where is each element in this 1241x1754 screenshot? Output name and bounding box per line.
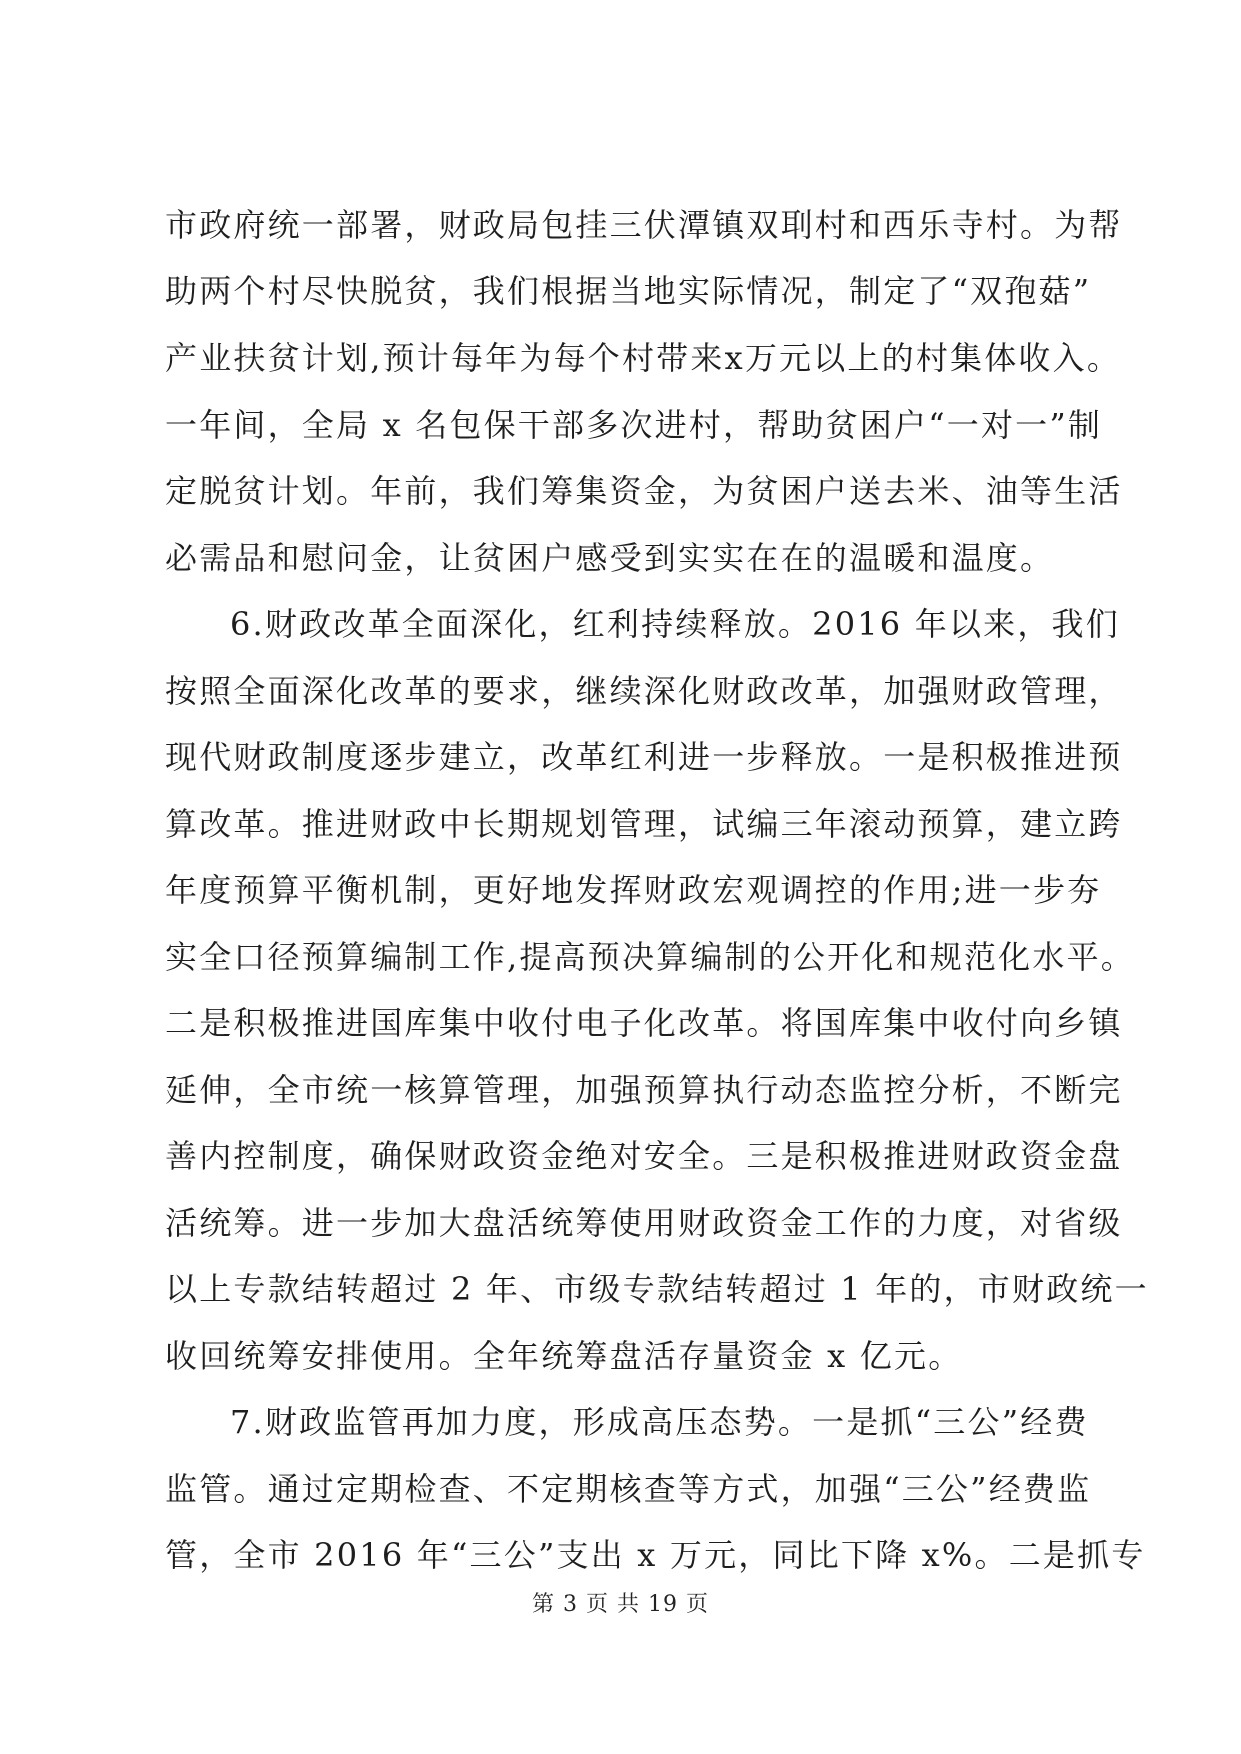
text-line: 一年间，全局 x 名包保干部多次进村，帮助贫困户“一对一”制 [165, 406, 1103, 444]
text-line: 收回统筹安排使用。全年统筹盘活存量资金 x 亿元。 [165, 1337, 963, 1375]
text-line: 活统筹。进一步加大盘活统筹使用财政资金工作的力度，对省级 [165, 1204, 1123, 1242]
text-line: 管，全市 2016 年“三公”支出 x 万元，同比下降 x%。二是抓专 [165, 1536, 1146, 1574]
text-line: 必需品和慰问金，让贫困户感受到实实在在的温暖和温度。 [165, 539, 1055, 577]
text-line: 现代财政制度逐步建立，改革红利进一步释放。一是积极推进预 [165, 738, 1123, 776]
text-line: 按照全面深化改革的要求，继续深化财政改革，加强财政管理， [165, 672, 1123, 710]
text-line: 市政府统一部署，财政局包挂三伏潭镇双刵村和西乐寺村。为帮 [165, 206, 1123, 244]
text-line: 监管。通过定期检查、不定期核查等方式，加强“三公”经费监 [165, 1470, 1092, 1508]
paragraph-start-line: 6.财政改革全面深化，红利持续释放。2016 年以来，我们 [230, 605, 1120, 643]
text-line: 实全口径预算编制工作,提高预决算编制的公开化和规范化水平。 [165, 938, 1135, 976]
text-line: 算改革。推进财政中长期规划管理，试编三年滚动预算，建立跨 [165, 805, 1123, 843]
text-line: 以上专款结转超过 2 年、市级专款结转超过 1 年的，市财政统一 [165, 1270, 1149, 1308]
text-line: 助两个村尽快脱贫，我们根据当地实际情况，制定了“双孢菇” [165, 272, 1092, 310]
text-line: 定脱贫计划。年前，我们筹集资金，为贫困户送去米、油等生活 [165, 472, 1123, 510]
text-line: 产业扶贫计划,预计每年为每个村带来x万元以上的村集体收入。 [165, 339, 1122, 377]
text-line: 二是积极推进国库集中收付电子化改革。将国库集中收付向乡镇 [165, 1004, 1123, 1042]
page-number-footer: 第 3 页 共 19 页 [532, 1592, 709, 1617]
text-line: 善内控制度，确保财政资金绝对安全。三是积极推进财政资金盘 [165, 1137, 1123, 1175]
text-line: 延伸，全市统一核算管理，加强预算执行动态监控分析，不断完 [165, 1071, 1123, 1109]
paragraph-start-line: 7.财政监管再加力度，形成高压态势。一是抓“三公”经费 [230, 1403, 1089, 1441]
text-line: 年度预算平衡机制，更好地发挥财政宏观调控的作用;进一步夯 [165, 871, 1102, 909]
